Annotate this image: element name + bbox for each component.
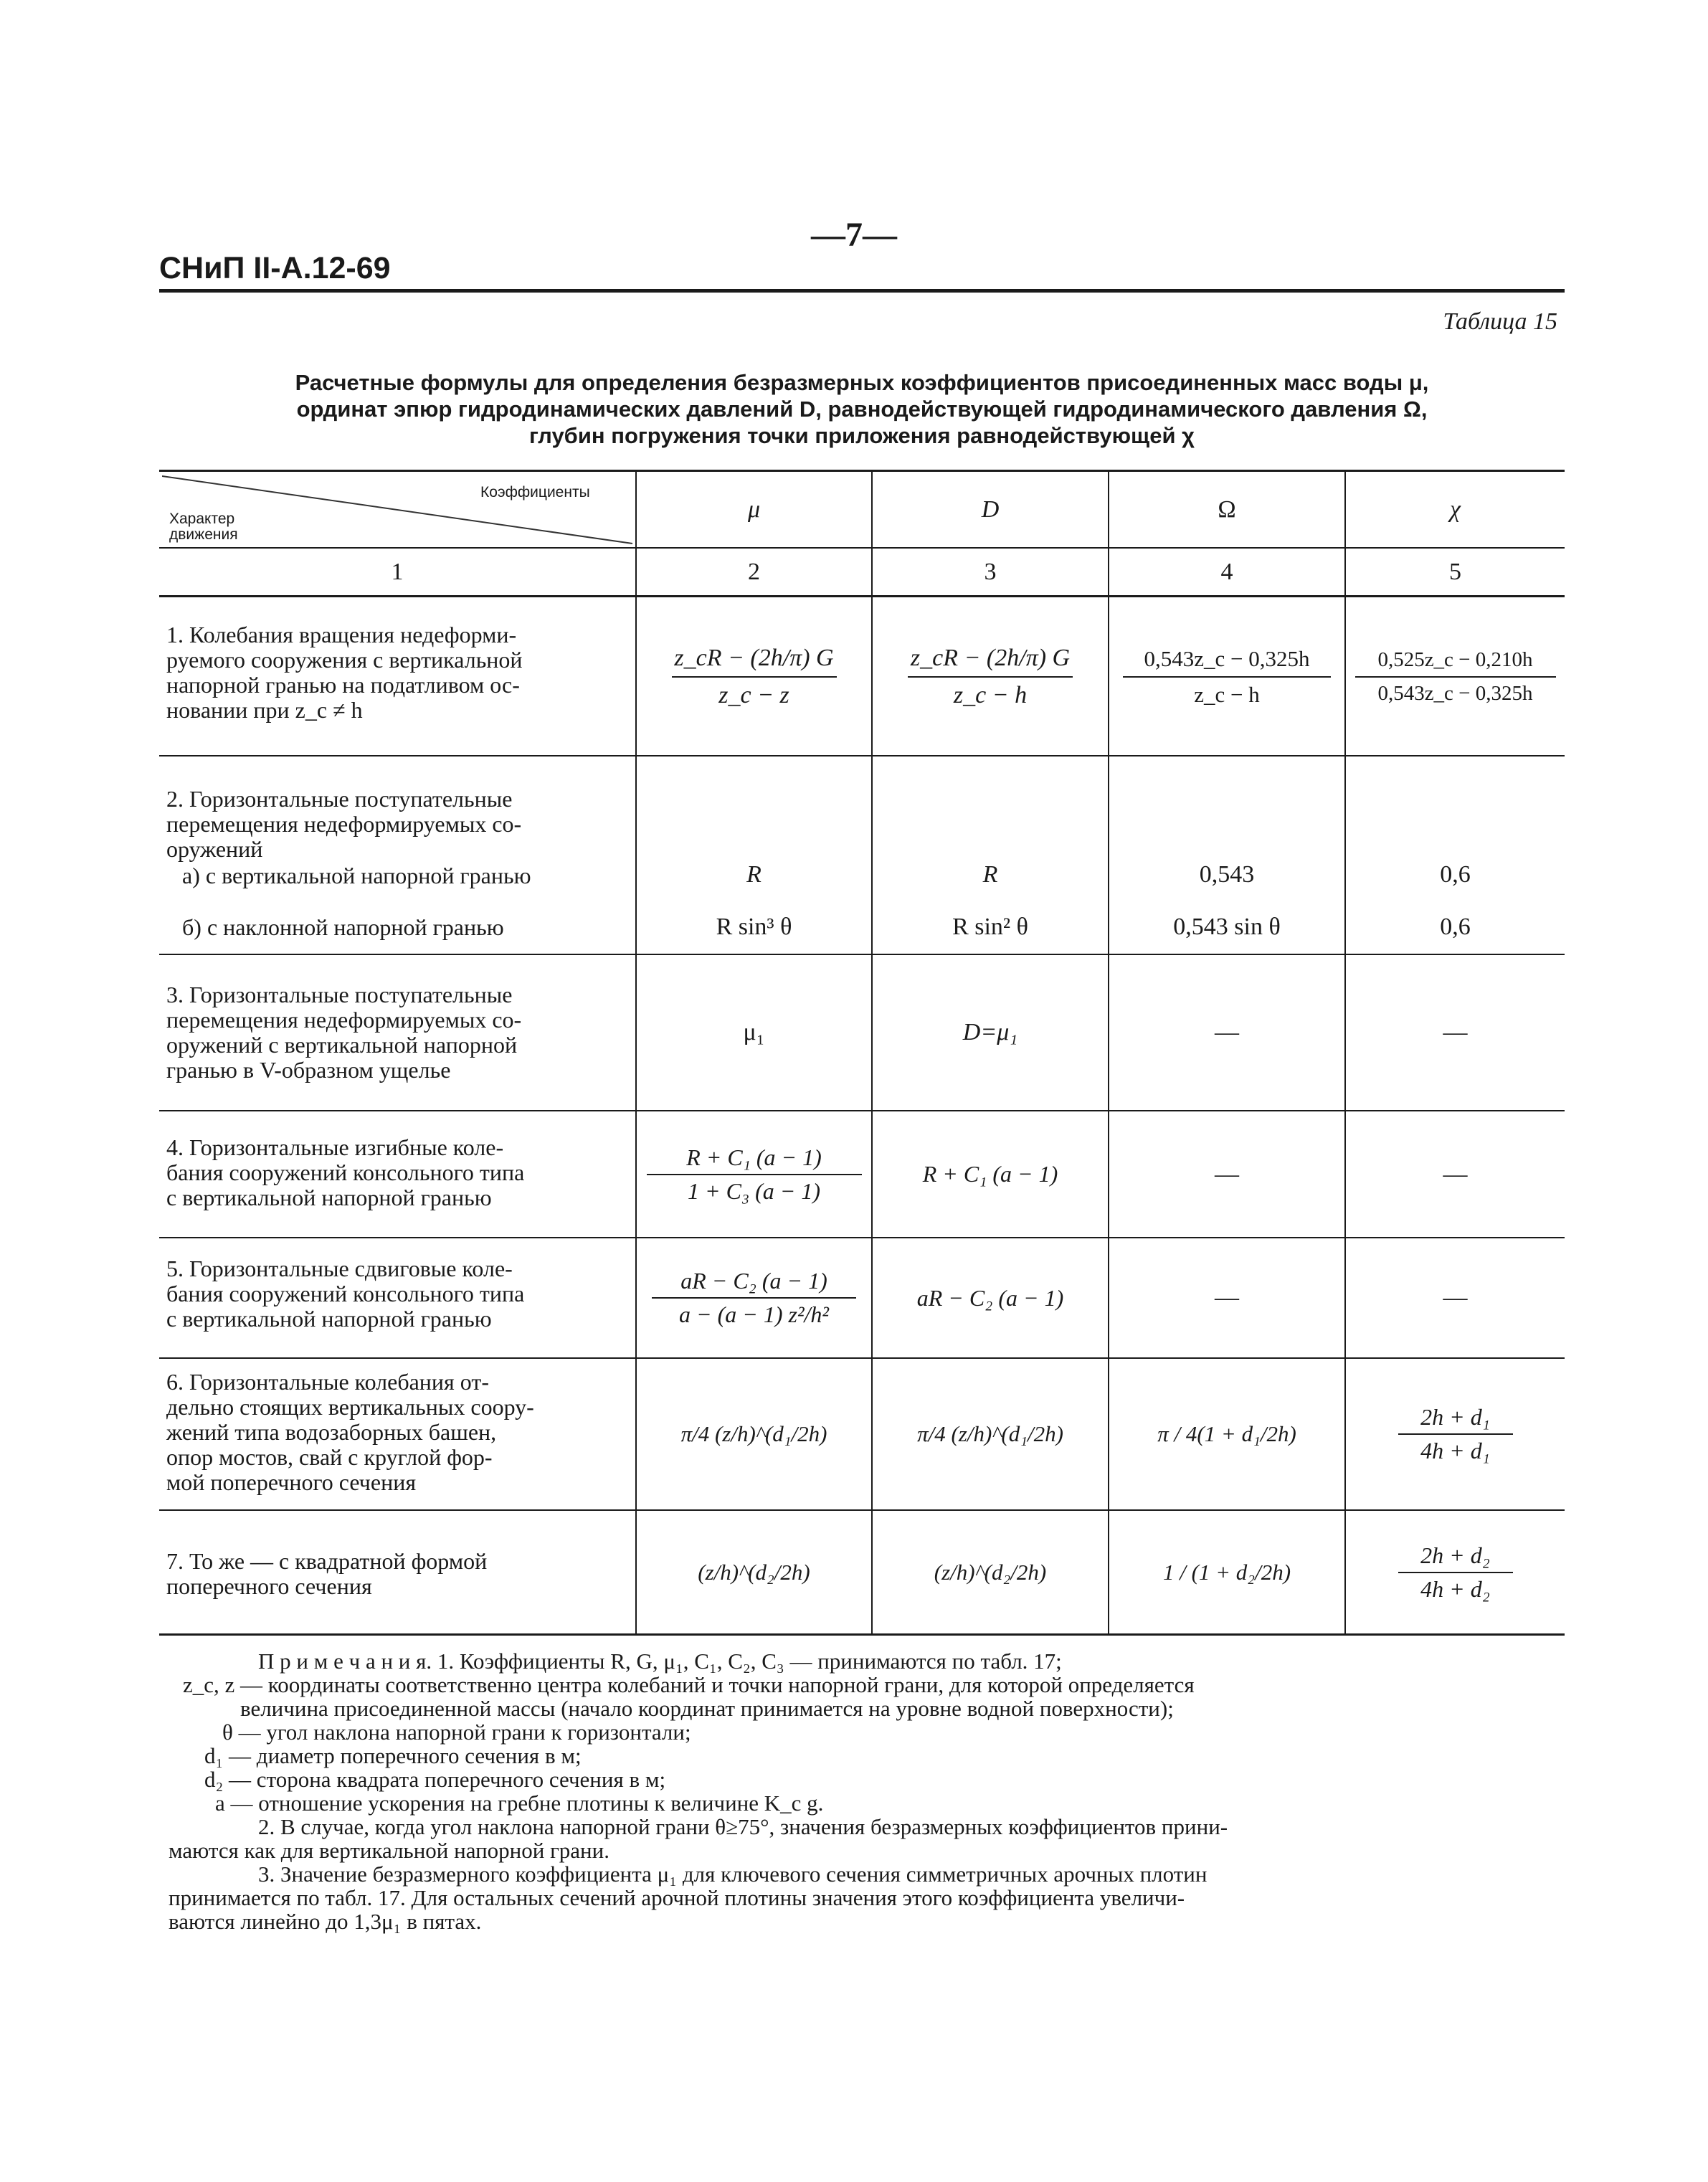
fraction-bar bbox=[647, 1174, 862, 1175]
colnum-bottom-border bbox=[159, 595, 1565, 597]
row1-desc-line: 1. Колебания вращения недеформи- bbox=[166, 622, 517, 648]
row6-desc-line: дельно стоящих вертикальных соору- bbox=[166, 1394, 534, 1420]
row2-desc-line: 2. Горизонтальные поступательные bbox=[166, 786, 513, 812]
caption-line-2: ординат эпюр гидродинамических давлений D, равнодействующей гидродинамического давления Ω, bbox=[296, 397, 1428, 422]
row2a-label: а) с вертикальной напорной гранью bbox=[182, 863, 531, 888]
row3-desc-line: 3. Горизонтальные поступательные bbox=[166, 982, 513, 1007]
note-line: a — отношение ускорения на гребне плотины к величине K_c g. bbox=[215, 1790, 824, 1816]
note-line: 3. Значение безразмерного коэффициента μ₁ для ключевого сечения симметричных арочных плотин bbox=[258, 1861, 1208, 1887]
row3-desc-line: перемещения недеформируемых со- bbox=[166, 1007, 522, 1033]
row6-chi-formula bbox=[1346, 1359, 1565, 1509]
row2b-label: б) с наклонной напорной гранью bbox=[182, 914, 504, 940]
table-bottom-border bbox=[159, 1633, 1565, 1636]
row2a-mu: R bbox=[746, 861, 762, 888]
row1-d-denominator: z_c − h bbox=[953, 682, 1028, 708]
corner-header-top: Коэффициенты bbox=[480, 484, 590, 501]
row1-desc-line: новании при z_c ≠ h bbox=[166, 697, 363, 723]
row5-d: aR − C₂ (a − 1) bbox=[916, 1284, 1064, 1311]
row2-desc-line: перемещения недеформируемых со- bbox=[166, 811, 522, 837]
col-number-2: 2 bbox=[748, 558, 760, 585]
row5-desc-line: с вертикальной напорной гранью bbox=[166, 1306, 492, 1332]
col-header-chi: χ bbox=[1450, 495, 1461, 523]
row5-desc-line: 5. Горизонтальные сдвиговые коле- bbox=[166, 1256, 513, 1281]
note-line: ваются линейно до 1,3μ₁ в пятах. bbox=[169, 1909, 482, 1934]
row6-description bbox=[166, 1370, 618, 1495]
table-caption bbox=[159, 369, 1565, 449]
note-line: П р и м е ч а н и я. 1. Коэффициенты R, G, μ₁, C₁, C₂, C₃ — принимаются по табл. 17; bbox=[258, 1649, 1062, 1674]
row4-desc-line: бания сооружений консольного типа bbox=[166, 1159, 525, 1185]
row7-desc-line: поперечного сечения bbox=[166, 1573, 372, 1599]
fraction-bar bbox=[908, 676, 1073, 678]
row4-mu-numerator: R + C₁ (a − 1) bbox=[686, 1144, 822, 1170]
row1-chi-numerator: 0,525z_c − 0,210h bbox=[1377, 648, 1533, 671]
note-line: 2. В случае, когда угол наклона напорной грани θ≥75°, значения безразмерных коэффициентов прини- bbox=[258, 1814, 1228, 1839]
row1-desc-line: руемого сооружения с вертикальной bbox=[166, 647, 523, 673]
row2-description bbox=[166, 787, 618, 862]
page-number: —7— bbox=[811, 216, 897, 254]
row1-omega-denominator: z_c − h bbox=[1194, 682, 1260, 707]
col-header-mu: μ bbox=[747, 495, 761, 523]
row2b-omega: 0,543 sin θ bbox=[1173, 914, 1281, 940]
row6-omega: π / 4(1 + d₁/2h) bbox=[1157, 1421, 1296, 1446]
row1-mu-numerator: z_cR − (2h/π) G bbox=[674, 645, 834, 671]
row6-mu: π/4 (z/h)^(d₁/2h) bbox=[680, 1421, 827, 1446]
row2-desc-line: оружений bbox=[166, 836, 263, 862]
row1-chi-denominator: 0,543z_c − 0,325h bbox=[1377, 682, 1533, 705]
row4-desc-line: с вертикальной напорной гранью bbox=[166, 1185, 492, 1210]
row2b-chi: 0,6 bbox=[1440, 914, 1471, 940]
col-header-omega: Ω bbox=[1218, 495, 1236, 523]
notes-block bbox=[169, 1649, 1567, 1934]
row2b-mu: R sin³ θ bbox=[716, 914, 792, 940]
row-divider bbox=[159, 755, 1565, 756]
row7-chi-denominator: 4h + d₂ bbox=[1420, 1575, 1490, 1602]
row1-chi-formula bbox=[1346, 599, 1565, 755]
row1-omega-numerator: 0,543z_c − 0,325h bbox=[1144, 646, 1310, 671]
row4-chi: — bbox=[1443, 1160, 1468, 1187]
fraction-bar bbox=[672, 676, 837, 678]
note-line: z_c, z — координаты соответственно центра колебаний и точки напорной грани, для которой определяется bbox=[183, 1672, 1195, 1697]
row6-desc-line: 6. Горизонтальные колебания от- bbox=[166, 1369, 489, 1395]
caption-line-3: глубин погружения точки приложения равнодействующей χ bbox=[529, 423, 1195, 448]
note-line: принимается по табл. 17. Для остальных сечений арочной плотины значения этого коэффициента увеличи- bbox=[169, 1885, 1185, 1910]
row3-mu: μ₁ bbox=[743, 1019, 765, 1045]
fraction-bar bbox=[1123, 676, 1331, 678]
row5-chi: — bbox=[1443, 1284, 1468, 1311]
row3-chi: — bbox=[1443, 1019, 1468, 1045]
row7-description bbox=[166, 1549, 618, 1599]
row3-omega: — bbox=[1215, 1019, 1239, 1045]
row7-d: (z/h)^(d₂/2h) bbox=[934, 1559, 1047, 1585]
row7-chi-numerator: 2h + d₂ bbox=[1420, 1542, 1490, 1568]
row6-chi-numerator: 2h + d₁ bbox=[1420, 1404, 1490, 1430]
row3-d: D=μ₁ bbox=[962, 1019, 1018, 1045]
row4-description bbox=[166, 1135, 618, 1210]
row5-mu-formula bbox=[637, 1238, 871, 1357]
row3-desc-line: гранью в V-образном ущелье bbox=[166, 1057, 451, 1083]
row7-mu: (z/h)^(d₂/2h) bbox=[698, 1559, 810, 1585]
row1-d-formula bbox=[873, 599, 1108, 755]
row3-description bbox=[166, 982, 618, 1083]
document-code: СНиП II-А.12-69 bbox=[159, 251, 391, 285]
col-number-1: 1 bbox=[391, 558, 404, 585]
row1-mu-denominator: z_c − z bbox=[718, 682, 789, 708]
row7-chi-formula bbox=[1346, 1511, 1565, 1633]
row6-chi-denominator: 4h + d₁ bbox=[1420, 1438, 1490, 1464]
row5-description bbox=[166, 1256, 618, 1332]
row7-desc-line: 7. То же — с квадратной формой bbox=[166, 1548, 488, 1574]
caption-line-1: Расчетные формулы для определения безразмерных коэффициентов присоединенных масс воды μ, bbox=[295, 370, 1429, 395]
row1-desc-line: напорной гранью на податливом ос- bbox=[166, 672, 520, 698]
col-header-d: D bbox=[981, 495, 1000, 523]
fraction-bar bbox=[652, 1297, 856, 1299]
row4-mu-denominator: 1 + C₃ (a − 1) bbox=[688, 1177, 820, 1204]
col-number-3: 3 bbox=[984, 558, 997, 585]
row1-mu-formula bbox=[637, 599, 871, 755]
note-line: d₁ — диаметр поперечного сечения в м; bbox=[204, 1743, 582, 1768]
fraction-bar bbox=[1355, 676, 1556, 678]
header-rule bbox=[159, 289, 1565, 293]
col-number-4: 4 bbox=[1220, 558, 1233, 585]
note-line: d₂ — сторона квадрата поперечного сечения в м; bbox=[204, 1767, 666, 1792]
row6-desc-line: жений типа водозаборных башен, bbox=[166, 1419, 497, 1445]
row5-mu-denominator: a − (a − 1) z²/h² bbox=[678, 1301, 830, 1327]
row4-d: R + C₁ (a − 1) bbox=[922, 1161, 1058, 1187]
corner-header-bottom-2: движения bbox=[169, 526, 238, 543]
row3-desc-line: оружений с вертикальной напорной bbox=[166, 1032, 518, 1058]
corner-header-bottom-1: Характер bbox=[169, 511, 235, 527]
row6-desc-line: мой поперечного сечения bbox=[166, 1469, 417, 1495]
fraction-bar bbox=[1398, 1433, 1513, 1435]
row5-desc-line: бания сооружений консольного типа bbox=[166, 1281, 525, 1306]
row2a-d: R bbox=[982, 861, 998, 888]
row2a-chi: 0,6 bbox=[1440, 861, 1471, 888]
row6-desc-line: опор мостов, свай с круглой фор- bbox=[166, 1444, 493, 1470]
row1-d-numerator: z_cR − (2h/π) G bbox=[910, 645, 1071, 671]
note-line: маются как для вертикальной напорной грани. bbox=[169, 1838, 609, 1863]
row5-omega: — bbox=[1215, 1284, 1239, 1311]
row4-mu-formula bbox=[637, 1111, 871, 1237]
row2a-omega: 0,543 bbox=[1199, 861, 1255, 888]
row4-omega: — bbox=[1215, 1160, 1239, 1187]
fraction-bar bbox=[1398, 1572, 1513, 1573]
row7-omega: 1 / (1 + d₂/2h) bbox=[1162, 1559, 1291, 1585]
col-number-5: 5 bbox=[1449, 558, 1461, 585]
note-line: величина присоединенной массы (начало координат принимается на уровне водной поверхности); bbox=[240, 1696, 1174, 1721]
row1-omega-formula bbox=[1109, 599, 1344, 755]
table-label: Таблица 15 bbox=[1443, 308, 1557, 335]
row2b-d: R sin² θ bbox=[952, 914, 1028, 940]
row6-d: π/4 (z/h)^(d₁/2h) bbox=[917, 1421, 1063, 1446]
row1-description bbox=[166, 622, 618, 723]
row5-mu-numerator: aR − C₂ (a − 1) bbox=[680, 1268, 827, 1294]
row4-desc-line: 4. Горизонтальные изгибные коле- bbox=[166, 1134, 504, 1160]
note-line: θ — угол наклона напорной грани к горизонтали; bbox=[222, 1719, 691, 1745]
